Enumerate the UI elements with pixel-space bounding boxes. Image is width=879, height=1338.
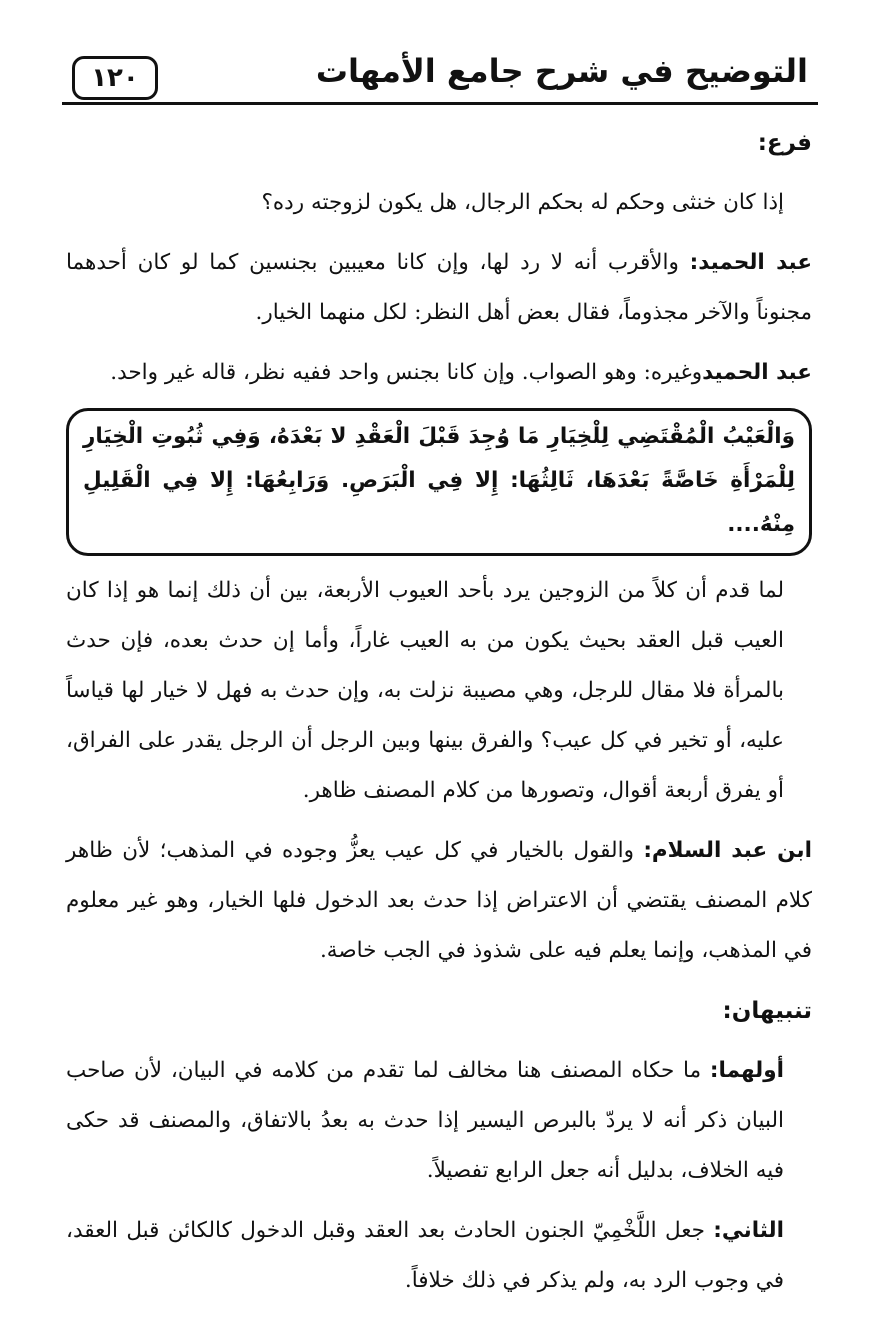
paragraph-text: جعل اللَّخْمِيّ الجنون الحادث بعد العقد وقبل الدخول كالكائن قبل العقد، في وجوب الرد به، ولم يذكر في ذلك خلافاً. [66, 1218, 784, 1293]
matn-quote-box [66, 408, 812, 556]
paragraph-abd-alhamid-2 [66, 348, 812, 398]
paragraph-second-note [66, 1206, 812, 1306]
speaker-label: عبد الحميد: [689, 250, 813, 275]
paragraph-commentary [66, 566, 812, 816]
page-header [62, 46, 818, 105]
section-heading-far: فرع: [757, 130, 812, 156]
paragraph-text: والأقرب أنه لا رد لها، وإن كانا معيبين بجنسين كما لو كان أحدهما مجنوناً والآخر مجذوماً، فقال بعض أهل النظر: لكل منهما الخيار. [66, 250, 812, 325]
paragraph-text: ما حكاه المصنف هنا مخالف لما تقدم من كلامه في البيان، لأن صاحب البيان ذكر أنه لا يردّ بالبرص اليسير إذا حدث به بعدُ بالاتفاق، والمصنف قد حكى فيه الخلاف، بدليل أنه جعل الرابع تفصيلاً. [66, 1058, 784, 1183]
paragraph-question [66, 178, 812, 228]
paragraph-text: والقول بالخيار في كل عيب يعزُّ وجوده في المذهب؛ لأن ظاهر كلام المصنف يقتضي أن الاعتراض إذا حدث بعد الدخول فلها الخيار، وهو غير معلوم في المذهب، وإنما يعلم فيه على شذوذ في الجب خاصة. [66, 838, 812, 963]
section-heading-tanbihan: تنبيهان: [722, 998, 812, 1024]
page-number: ١٢٠ [72, 56, 158, 100]
matn-text: وَالْعَيْبُ الْمُقْتَضِي لِلْخِيَارِ مَا وُجِدَ قَبْلَ الْعَقْدِ لا بَعْدَهُ، وَفِي ثُبُوتِ الْخِيَارِ لِلْمَرْأَةِ خَاصَّةً بَعْدَهَا، ثَالِثُهَا: إِلا فِي الْبَرَصِ. وَرَابِعُهَا: إِلا فِي الْقَلِيلِ مِنْهُ.... [83, 424, 795, 537]
paragraph-text: وغيره: وهو الصواب. وإن كانا بجنس واحد ففيه نظر، قاله غير واحد. [110, 360, 703, 385]
paragraph-text: إذا كان خنثى وحكم له بحكم الرجال، هل يكون لزوجته رده؟ [261, 190, 784, 215]
speaker-label: الثاني: [713, 1218, 784, 1243]
speaker-label: أولهما: [709, 1058, 784, 1083]
paragraph-abd-alhamid-1 [66, 238, 812, 338]
page-body [66, 118, 812, 1316]
speaker-label: ابن عبد السلام: [643, 838, 812, 863]
speaker-label: عبد الحميد [702, 360, 812, 385]
running-title: التوضيح في شرح جامع الأمهات [315, 52, 808, 90]
paragraph-first-note [66, 1046, 812, 1196]
paragraph-ibn-abd-alsalam [66, 826, 812, 976]
paragraph-text: لما قدم أن كلاً من الزوجين يرد بأحد العيوب الأربعة، بين أن ذلك إنما هو إذا كان العيب قبل العقد بحيث يكون من به العيب غاراً، وأما إن حدث بعده، فإن حدث بالمرأة فلا مقال للرجل، وهي مصيبة نزلت به، وإن حدث به فهل لا خيار لها قياساً عليه، أو تخير في كل عيب؟ والفرق بينها وبين الرجل أن الرجل يقدر على الفراق، أو يفرق أربعة أقوال، وتصورها من كلام المصنف ظاهر. [66, 578, 784, 803]
